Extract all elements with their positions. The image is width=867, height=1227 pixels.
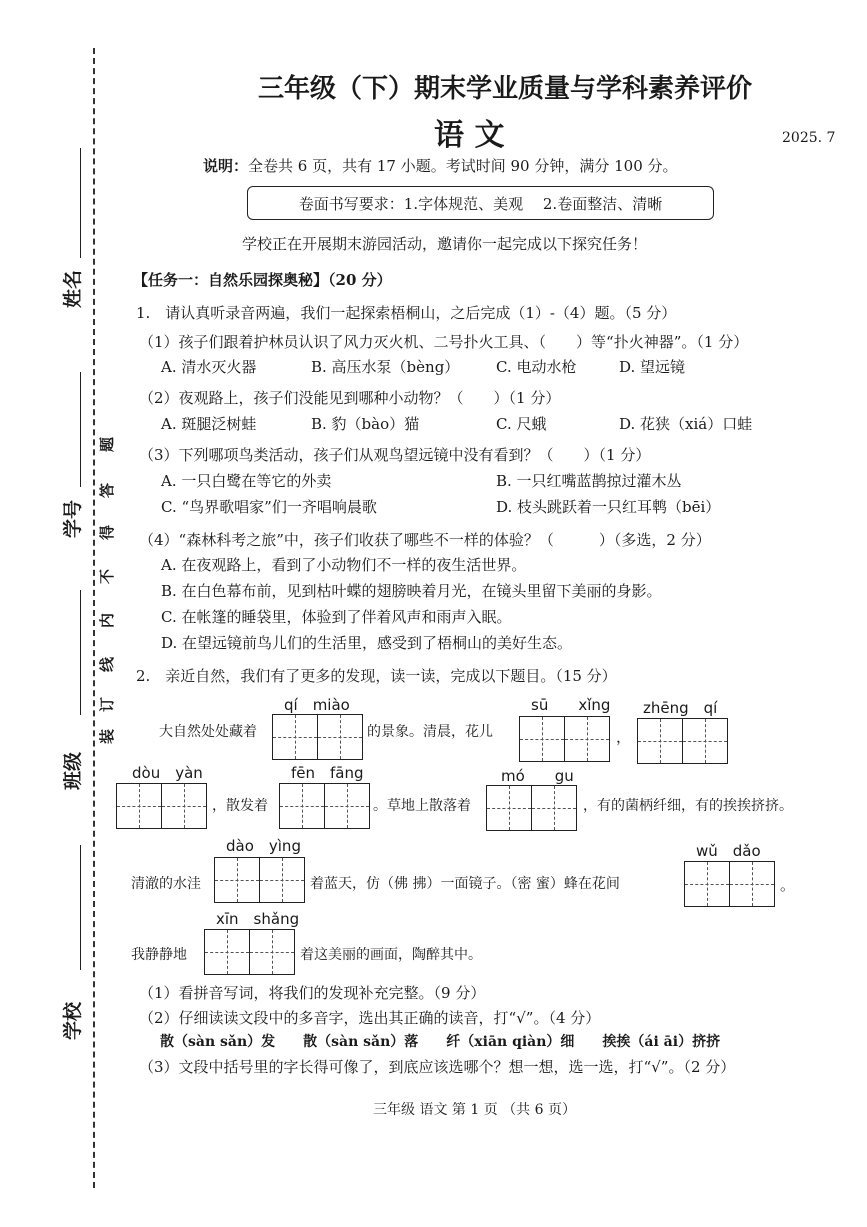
passage-text: ，散发着 [212,798,268,814]
passage-text: 着蓝天，仿（佛 拂）一面镜子。（密 蜜）蜂在花间 [310,876,620,892]
pinyin-label: zhēng qí [643,699,718,717]
school-field-line[interactable] [80,845,81,970]
answer-grid-suxing[interactable] [519,716,610,762]
answer-grid-zhengqi[interactable] [637,718,728,764]
passage-text: ， [616,728,632,746]
option-c[interactable]: C. 尺蛾 [496,415,547,433]
seal-char: 装 [98,728,116,744]
pinyin-label: sū xǐng [531,696,611,714]
q2-sub1: （1）看拼音写词，将我们的发现补充完整。（9 分） [139,984,486,1002]
option-d[interactable]: D. 花狭（xiá）口蛙 [619,415,753,433]
answer-grid-daoying[interactable] [214,857,305,903]
seal-char: 答 [98,482,116,498]
q1-sub2-stem: （2）夜观路上，孩子们没能见到哪种小动物？（ ）（1 分） [139,389,561,407]
option-a[interactable]: A. 斑腿泛树蛙 [161,415,257,433]
q2-sub2: （2）仔细读读文段中的多音字，选出其正确的读音，打“√”。（4 分） [139,1009,601,1027]
option-b[interactable]: B. 高压水泵（bèng） [311,358,460,376]
page-footer: 三年级 语文 第 1 页 （共 6 页） [373,1102,576,1118]
school-field-label: 学校 [62,1001,84,1040]
option-b[interactable]: B. 一只红嘴蓝鹊掠过灌木丛 [496,472,682,490]
q2-sub3: （3）文段中括号里的字长得可像了，到底应该选哪个？想一想，选一选，打“√”。（2 分） [139,1058,736,1076]
writing-requirements-box: 卷面书写要求：1.字体规范、美观 2.卷面整洁、清晰 [247,186,714,220]
name-field-line[interactable] [80,148,81,258]
pinyin-label: mó gu [501,767,574,785]
answer-grid-qimiao[interactable] [272,714,363,760]
task1-title: 【任务一：自然乐园探奥秘】（20 分） [133,271,392,289]
passage-text: 大自然处处藏着 [159,724,257,740]
option-a[interactable]: A. 清水灭火器 [161,358,257,376]
seal-char: 线 [98,656,116,672]
class-field-label: 班级 [62,751,84,790]
q2-stem: 2. 亲近自然，我们有了更多的发现，读一读，完成以下题目。（15 分） [136,667,617,685]
passage-text: 的景象。清晨，花儿 [367,724,493,740]
option-b[interactable]: B. 豹（bào）猫 [311,415,420,433]
passage-text: ，有的菌柄纤细，有的挨挨挤挤。 [583,798,793,814]
answer-grid-douyan[interactable] [116,783,207,829]
q1-sub3-stem: （3）下列哪项鸟类活动，孩子们从观鸟望远镜中没有看到？（ ）（1 分） [139,446,651,464]
answer-grid-fenfang[interactable] [279,783,370,829]
exam-date: 2025. 7 [782,130,836,146]
pinyin-label: wǔ dǎo [696,842,761,860]
option-b[interactable]: B. 在白色幕布前，见到枯叶蝶的翅膀映着月光，在镜头里留下美丽的身影。 [161,582,662,600]
seal-char: 题 [98,436,116,452]
passage-text: 。 [780,876,796,894]
seal-char: 内 [98,612,116,628]
page-title: 三年级（下）期末学业质量与学科素养评价 [258,74,753,104]
option-a[interactable]: A. 一只白鹭在等它的外卖 [161,472,332,490]
passage-text: 。草地上散落着 [373,798,471,814]
answer-grid-xinshang[interactable] [204,929,295,975]
option-a[interactable]: A. 在夜观路上，看到了小动物们不一样的夜生活世界。 [161,556,527,574]
student-id-field-line[interactable] [80,372,81,487]
passage-text: 清澈的水洼 [131,876,201,892]
seal-char: 不 [98,568,116,584]
option-c[interactable]: C. 在帐篷的睡袋里，体验到了伴着风声和雨声入眠。 [161,608,512,626]
pinyin-label: dào yìng [226,837,301,855]
seal-char: 订 [98,696,116,712]
subject-title: 语 文 [434,118,505,153]
intro-text: 学校正在开展期末游园活动，邀请你一起完成以下探究任务！ [242,235,648,253]
answer-grid-mogu[interactable] [486,785,577,831]
student-id-field-label: 学号 [62,499,84,538]
option-d[interactable]: D. 望远镜 [619,358,686,376]
option-d[interactable]: D. 在望远镜前鸟儿们的生活里，感受到了梧桐山的美好生态。 [161,634,573,652]
q1-sub4-stem: （4）“森林科考之旅”中，孩子们收获了哪些不一样的体验？（ ）（多选，2 分） [139,531,711,549]
pinyin-label: qí miào [284,696,350,714]
option-c[interactable]: C. 电动水枪 [496,358,577,376]
pinyin-label: xīn shǎng [216,910,300,928]
pinyin-label: dòu yàn [132,764,203,782]
name-field-label: 姓名 [62,269,84,308]
q1-stem: 1. 请认真听录音两遍，我们一起探索梧桐山，之后完成（1）-（4）题。（5 分） [136,304,677,322]
passage-text: 我静静地 [131,947,187,963]
polyphone-choices[interactable]: 散（sàn sǎn）发 散（sàn sǎn）落 纤（xiān qiàn）细 挨挨（ái āi）挤挤 [160,1034,721,1050]
pinyin-label: fēn fāng [291,764,364,782]
seal-char: 得 [98,524,116,540]
instructions: 说明：全卷共 6 页，共有 17 小题。考试时间 90 分钟，满分 100 分。 [203,157,678,175]
binding-dashed-line [93,48,95,1188]
option-d[interactable]: D. 枝头跳跃着一只红耳鹎（bēi） [496,498,721,516]
q1-sub1-stem: （1）孩子们跟着护林员认识了风力灭火机、二号扑火工具、（ ）等“扑火神器”。（1 分） [139,333,749,351]
passage-text: 着这美丽的画面，陶醉其中。 [300,947,482,963]
answer-grid-wudao[interactable] [684,861,775,907]
option-c[interactable]: C. “鸟界歌唱家”们一齐唱响晨歌 [161,498,377,516]
class-field-line[interactable] [80,590,81,715]
